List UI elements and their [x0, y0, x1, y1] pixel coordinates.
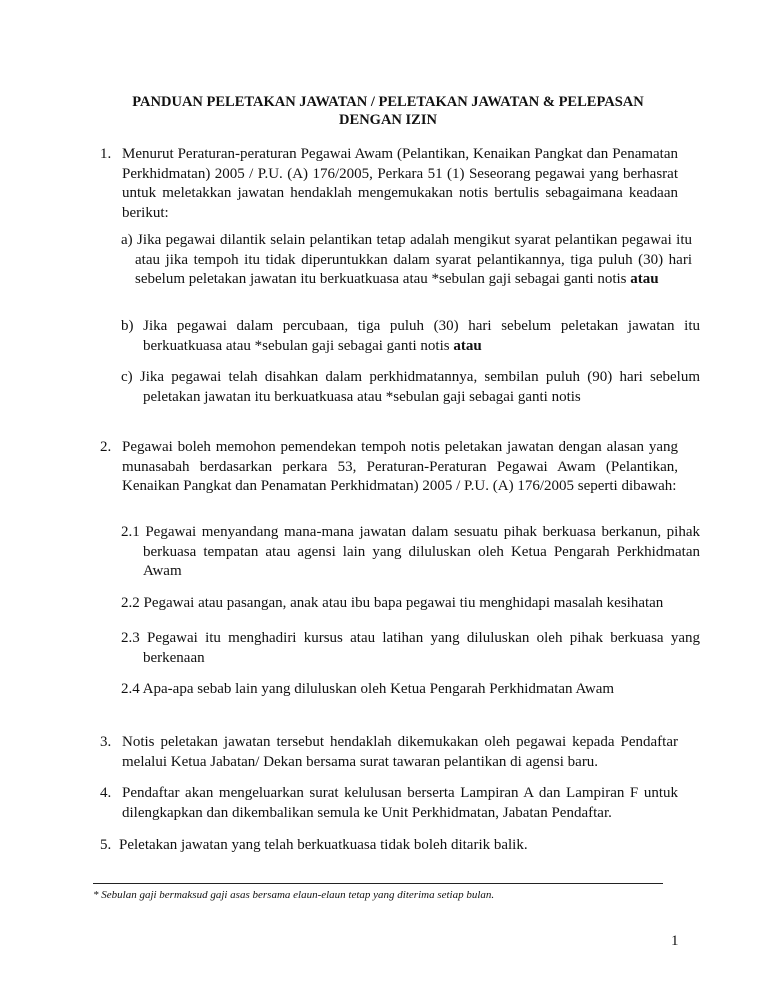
item-2-3: 2.3 Pegawai itu menghadiri kursus atau latihan yang diluluskan oleh pihak berkuasa yang berkenaan — [121, 630, 700, 666]
section-4-number: 4. — [100, 785, 112, 801]
item-1c: c) Jika pegawai telah disahkan dalam perkhidmatannya, sembilan puluh (90) hari sebelum peletakan jawatan itu berkuatkuasa atau *sebulan gaji sebagai ganti notis — [121, 369, 700, 405]
document-title — [108, 93, 668, 129]
section-5-text: Peletakan jawatan yang telah berkuatkuasa tidak boleh ditarik balik. — [119, 837, 528, 853]
item-1b-bold: atau — [453, 337, 482, 354]
item-1a — [121, 231, 692, 290]
title-line-1: PANDUAN PELETAKAN JAWATAN / PELETAKAN JAWATAN & PELEPASAN — [132, 94, 644, 110]
section-2-text: Pegawai boleh memohon pemendekan tempoh notis peletakan jawatan dengan alasan yang munasabah berdasarkan perkara 53, Peraturan-Peraturan Pegawai Awam (Pelantikan, Kenaikan Pangkat dan Penamatan Perkhidmatan) 2005 / P.U. (A) 176/2005 seperti dibawah: — [122, 439, 678, 494]
item-2-1: 2.1 Pegawai menyandang mana-mana jawatan dalam sesuatu pihak berkuasa berkanun, pihak berkuasa tempatan atau agensi lain yang diluluskan oleh Ketua Pengarah Perkhidmatan Awam — [121, 524, 700, 579]
item-1a-bold: atau — [630, 271, 659, 287]
item-1b — [121, 317, 700, 356]
item-2-2: 2.2 Pegawai atau pasangan, anak atau ibu bapa pegawai tiu menghidapi masalah kesihatan — [121, 595, 664, 611]
item-1a-text: a) Jika pegawai dilantik selain pelantikan tetap adalah mengikut syarat pelantikan pegawai itu atau jika tempoh itu tidak diperuntukkan dalam syarat pelantikannya, tiga puluh (30) hari sebelum peletakan jawatan itu berkuatkuasa atau *sebulan gaji sebagai ganti notis — [121, 232, 692, 287]
section-5-number: 5. — [100, 837, 112, 853]
footnote-divider — [93, 883, 663, 884]
title-line-2: DENGAN IZIN — [339, 112, 437, 128]
section-1-text: Menurut Peraturan-peraturan Pegawai Awam (Pelantikan, Kenaikan Pangkat dan Penamatan Perkhidmatan) 2005 / P.U. (A) 176/2005, Perkara 51 (1) Seseorang pegawai yang berhasrat untuk meletakkan jawatan hendaklah mengemukakan notis bertulis sebagaimana keadaan berikut: — [122, 146, 678, 221]
section-2-number: 2. — [100, 439, 112, 455]
section-3-text: Notis peletakan jawatan tersebut hendaklah dikemukakan oleh pegawai kepada Pendaftar melalui Ketua Jabatan/ Dekan bersama surat tawaran pelantikan di agensi baru. — [122, 734, 678, 770]
section-4-text: Pendaftar akan mengeluarkan surat kelulusan berserta Lampiran A dan Lampiran F untuk dilengkapkan dan dikembalikan semula ke Unit Perkhidmatan, Jabatan Pendaftar. — [122, 785, 678, 821]
item-1b-text: b) Jika pegawai dalam percubaan, tiga puluh (30) hari sebelum peletakan jawatan itu berkuatkuasa atau *sebulan gaji sebagai ganti notis — [121, 318, 700, 354]
footnote: * Sebulan gaji bermaksud gaji asas bersama elaun-elaun tetap yang diterima setiap bulan. — [93, 889, 495, 901]
section-3-number: 3. — [100, 734, 112, 750]
item-2-4: 2.4 Apa-apa sebab lain yang diluluskan oleh Ketua Pengarah Perkhidmatan Awam — [121, 681, 615, 697]
section-1-number: 1. — [100, 146, 112, 162]
page-number: 1 — [671, 933, 679, 949]
